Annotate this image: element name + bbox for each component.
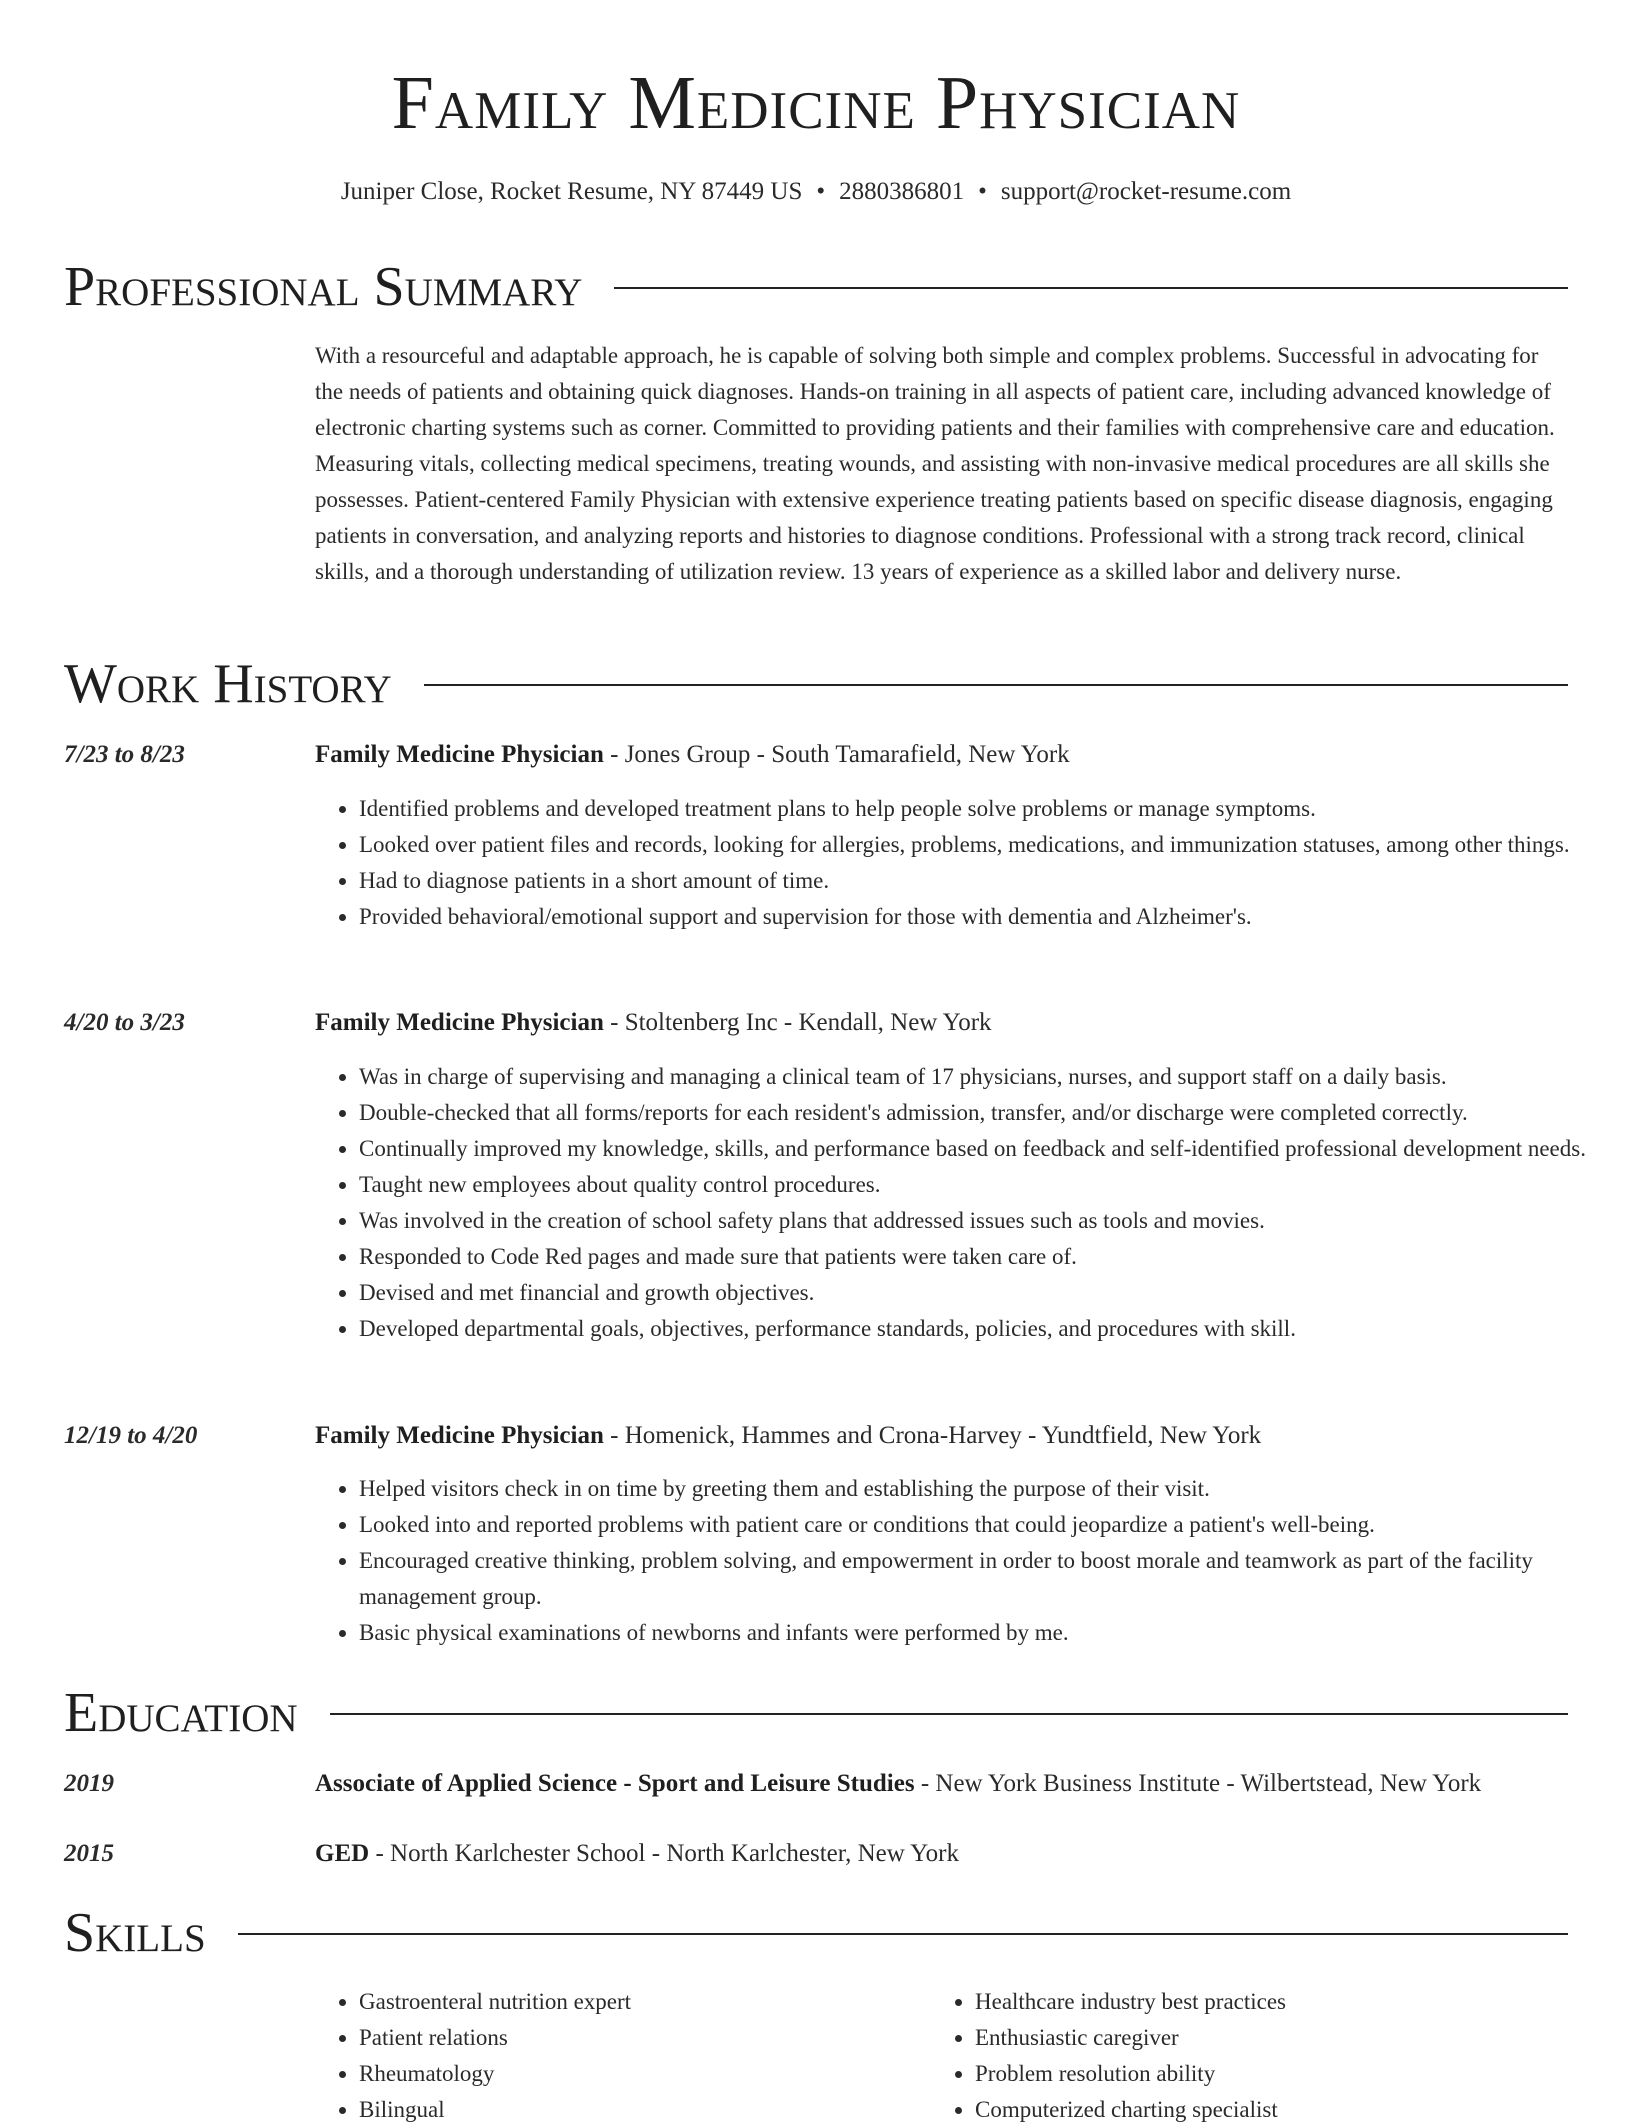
section-title: Education xyxy=(64,1682,298,1744)
section-divider xyxy=(614,287,1568,289)
list-item: • Taught new employees about quality control procedures. xyxy=(359,1167,1619,1203)
skill-item: • Bilingual xyxy=(359,2092,919,2128)
summary-heading xyxy=(64,255,1568,319)
section-divider xyxy=(424,684,1568,686)
job-employer: - Jones Group - South Tamarafield, New York xyxy=(603,741,1070,768)
skill-item: • Problem resolution ability xyxy=(975,2056,1575,2092)
job-role: Family Medicine Physician xyxy=(315,1009,604,1036)
skill-item: • Patient relations xyxy=(359,2020,919,2056)
contact-separator: • xyxy=(816,178,826,205)
list-item: • Continually improved my knowledge, skills, and performance based on feedback and self-identified professional development needs. xyxy=(359,1131,1619,1167)
skill-item: • Enthusiastic caregiver xyxy=(975,2020,1575,2056)
list-item: • Devised and met financial and growth objectives. xyxy=(359,1275,1619,1311)
education-school: - North Karlchester School - North Karlchester, New York xyxy=(369,1840,960,1867)
summary-text: With a resourceful and adaptable approach, he is capable of solving both simple and complex problems. Successful in advocating for the needs of patients and obtaining quick diagnoses. Hands-on training in all aspects of patient care, including advanced knowledge of electronic charting systems such as corner. Committed to providing patients and their families with comprehensive care and education. Measuring vitals, collecting medical specimens, treating wounds, and assisting with non-invasive medical procedures are all skills she possesses. Patient-centered Family Physician with extensive experience treating patients based on specific disease diagnosis, engaging patients in conversation, and analyzing reports and histories to diagnose conditions. Professional with a strong track record, clinical skills, and a thorough understanding of utilization review. 13 years of experience as a skilled labor and delivery nurse. xyxy=(315,343,1555,584)
education-line xyxy=(315,1767,1575,1801)
section-divider xyxy=(238,1933,1568,1935)
list-item: • Double-checked that all forms/reports for each resident's admission, transfer, and/or discharge were completed correctly. xyxy=(359,1095,1619,1131)
candidate-name: Family Medicine Physician xyxy=(391,61,1241,145)
job-dates: 7/23 to 8/23 xyxy=(64,741,185,768)
list-item: • Encouraged creative thinking, problem solving, and empowerment in order to boost morale and teamwork as part of the facility management group. xyxy=(359,1543,1619,1615)
job-bullets xyxy=(315,1059,1619,1347)
skill-item: • Rheumatology xyxy=(359,2056,919,2092)
skills-list-right xyxy=(931,1984,1575,2128)
list-item: • Looked over patient files and records, looking for allergies, problems, medications, and immunization statuses, among other things. xyxy=(359,827,1619,863)
job-bullets xyxy=(315,791,1619,935)
education-year: 2015 xyxy=(64,1840,114,1867)
skill-item: • Computerized charting specialist xyxy=(975,2092,1575,2128)
education-school: - New York Business Institute - Wilbertstead, New York xyxy=(914,1770,1482,1797)
job-employer: - Stoltenberg Inc - Kendall, New York xyxy=(603,1009,992,1036)
section-title: Skills xyxy=(64,1902,206,1964)
list-item: • Developed departmental goals, objectives, performance standards, policies, and procedures with skill. xyxy=(359,1311,1619,1347)
education-line xyxy=(315,1837,1575,1871)
skill-item: • Healthcare industry best practices xyxy=(975,1984,1575,2020)
list-item: • Was in charge of supervising and managing a clinical team of 17 physicians, nurses, and support staff on a daily basis. xyxy=(359,1059,1619,1095)
section-title: Professional Summary xyxy=(64,256,583,318)
job-employer: - Homenick, Hammes and Crona-Harvey - Yundtfield, New York xyxy=(603,1422,1262,1449)
contact-line xyxy=(0,175,1632,209)
job-title-line xyxy=(315,1006,1575,1040)
list-item: • Had to diagnose patients in a short amount of time. xyxy=(359,863,1619,899)
list-item: • Responded to Code Red pages and made sure that patients were taken care of. xyxy=(359,1239,1619,1275)
education-degree: GED xyxy=(315,1840,370,1867)
job-bullets xyxy=(315,1471,1619,1651)
section-divider xyxy=(330,1713,1568,1715)
education-degree: Associate of Applied Science - Sport and Leisure Studies xyxy=(315,1770,915,1797)
list-item: • Helped visitors check in on time by greeting them and establishing the purpose of their visit. xyxy=(359,1471,1619,1507)
skills-heading xyxy=(64,1901,1568,1965)
skills-list-left xyxy=(315,1984,919,2128)
job-role: Family Medicine Physician xyxy=(315,741,604,768)
list-item: • Looked into and reported problems with patient care or conditions that could jeopardize a patient's well-being. xyxy=(359,1507,1619,1543)
list-item: • Was involved in the creation of school safety plans that addressed issues such as tools and movies. xyxy=(359,1203,1619,1239)
contact-email: support@rocket-resume.com xyxy=(1000,178,1292,205)
education-heading xyxy=(64,1681,1568,1745)
job-role: Family Medicine Physician xyxy=(315,1422,604,1449)
list-item: • Provided behavioral/emotional support and supervision for those with dementia and Alzheimer's. xyxy=(359,899,1619,935)
contact-separator: • xyxy=(978,178,987,205)
contact-phone: 2880386801 xyxy=(839,178,965,205)
list-item: • Basic physical examinations of newborns and infants were performed by me. xyxy=(359,1615,1619,1651)
list-item: • Identified problems and developed treatment plans to help people solve problems or manage symptoms. xyxy=(359,791,1619,827)
job-dates: 12/19 to 4/20 xyxy=(64,1422,198,1449)
section-title: Work History xyxy=(64,653,392,715)
job-title-line xyxy=(315,738,1575,772)
skill-item: • Gastroenteral nutrition expert xyxy=(359,1984,919,2020)
job-title-line xyxy=(315,1419,1575,1453)
education-year: 2019 xyxy=(64,1770,114,1797)
work-history-heading xyxy=(64,652,1568,716)
job-dates: 4/20 to 3/23 xyxy=(64,1009,185,1036)
contact-address: Juniper Close, Rocket Resume, NY 87449 US xyxy=(340,178,803,205)
